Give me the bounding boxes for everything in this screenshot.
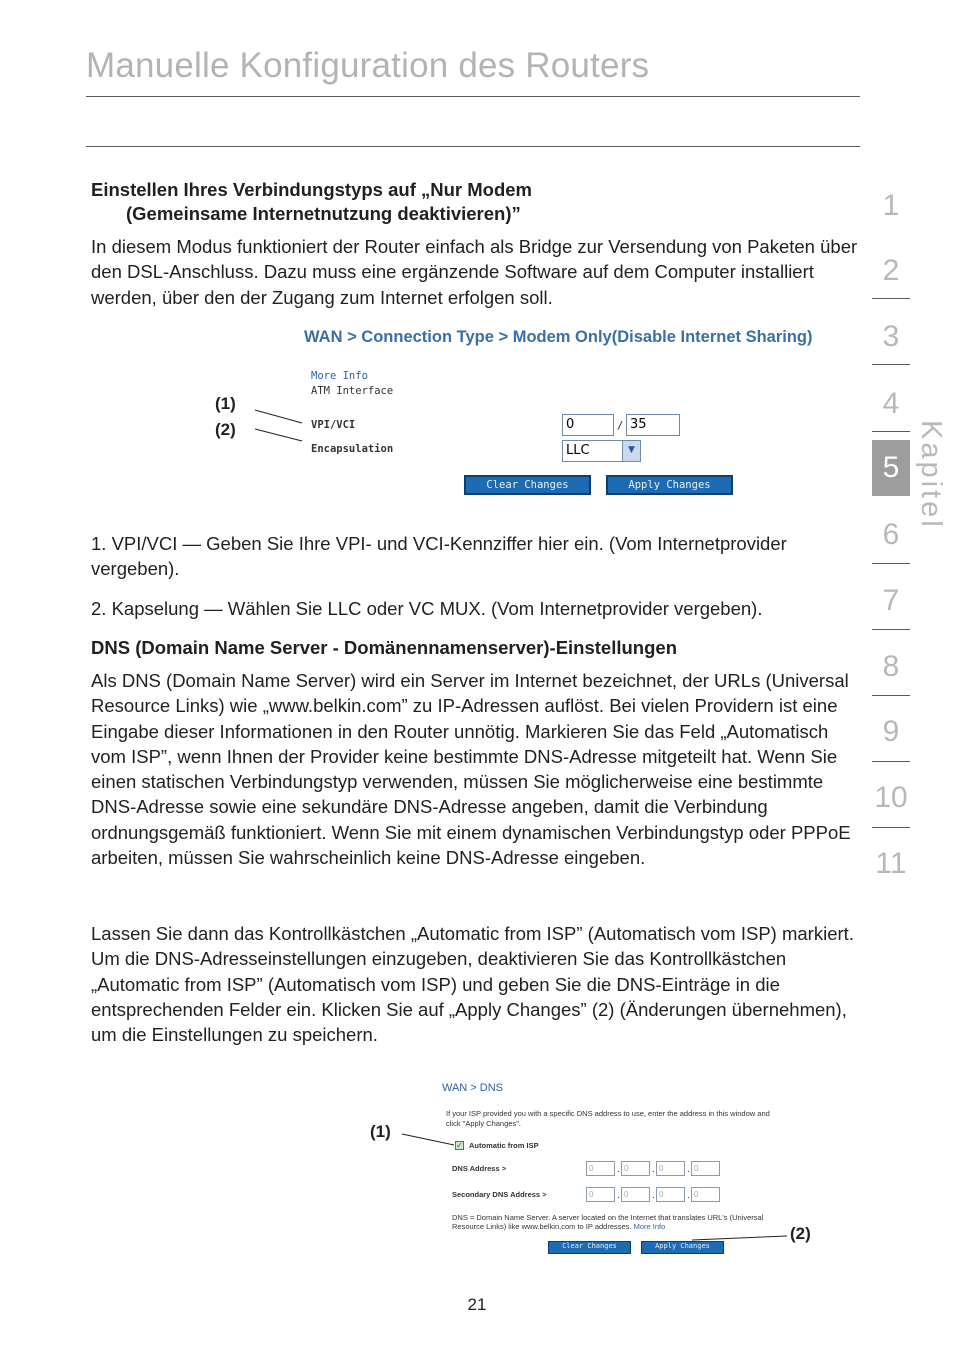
section2-heading: DNS (Domain Name Server - Domänennamenserver)-Einstellungen <box>91 637 677 658</box>
chapter-10[interactable]: 10 <box>874 781 908 814</box>
automatic-from-isp-checkbox[interactable] <box>455 1141 464 1150</box>
section1-heading-line2: (Gemeinsame Internetnutzung deaktivieren)” <box>126 203 521 224</box>
chapter-11[interactable]: 11 <box>875 847 907 880</box>
ip-dot: . <box>652 1190 655 1201</box>
vpi-input[interactable]: 0 <box>562 414 614 436</box>
dns-note-line1: DNS = Domain Name Server. A server located on the Internet that translates URL's (Universal <box>452 1213 764 1222</box>
section2-paragraph1: Als DNS (Domain Name Server) wird ein Server im Internet bezeichnet, der URLs (Universal Resource Links) wie „www.belkin.com” zu IP-Adressen auflöst. Bei vielen Providern ist eine Eingabe dieser Informationen in den Router unnötig. Markieren Sie das Feld „Automatisch vom ISP”, wenn Ihnen der Provider keine bestimmte DNS-Adresse mitgeteilt hat. Wenn Sie einen statischen Verbindungstyp verwenden, müssen Sie möglicherweise eine bestimmte DNS-Adresse sowie eine sekundäre DNS-Adresse angeben, damit die Verbindung ordnungsgemäß funktioniert. Wenn Sie mit einem dynamischen Verbindungstyp oder PPPoE arbeiten, müssen Sie wahrscheinlich keine DNS-Adresse eingeben. <box>91 670 851 869</box>
page-title: Manuelle Konfiguration des Routers <box>86 46 650 85</box>
dns-octet-1[interactable]: 0 <box>586 1161 615 1176</box>
more-info-link[interactable]: More Info <box>311 370 368 382</box>
chapter-7[interactable]: 7 <box>882 584 900 617</box>
encapsulation-value: LLC <box>566 443 590 458</box>
ip-dot: . <box>617 1164 620 1175</box>
dns-note-line2 <box>452 1222 665 1232</box>
encapsulation-label: Encapsulation <box>311 443 394 455</box>
dns-more-info-link[interactable]: More Info <box>633 1222 666 1231</box>
dns-clear-changes-button[interactable]: Clear Changes <box>548 1241 631 1254</box>
section2-paragraph2: Lassen Sie dann das Kontrollkästchen „Automatic from ISP” (Automatisch vom ISP) markiert. Um die DNS-Adresseinstellungen einzugeben, deaktivieren Sie das Kontrollkästchen „Automatic from ISP” (Automatisch vom ISP) und geben Sie die DNS-Einträge in die entsprechenden Felder ein. Klicken Sie auf „Apply Changes” (2) (Änderungen übernehmen), um die Einstellungen zu speichern. <box>91 923 854 1046</box>
dns-intro-line1: If your ISP provided you with a specific DNS address to use, enter the address in this window and <box>446 1109 770 1118</box>
dns-callout-1: (1) <box>370 1122 391 1141</box>
chapter-side-label: Kapitel <box>915 420 947 530</box>
ip-dot: . <box>687 1164 690 1175</box>
checkmark-icon: ✓ <box>456 1141 463 1150</box>
dns-octet-2[interactable]: 0 <box>621 1161 650 1176</box>
dns-address-label: DNS Address > <box>452 1164 507 1173</box>
atm-interface-label: ATM Interface <box>311 385 394 397</box>
chapter-4[interactable]: 4 <box>882 387 900 420</box>
dns-octet-4[interactable]: 0 <box>691 1161 720 1176</box>
automatic-from-isp-label: Automatic from ISP <box>469 1141 539 1150</box>
secondary-dns-octet-3[interactable]: 0 <box>656 1187 685 1202</box>
section1-paragraph: In diesem Modus funktioniert der Router einfach als Bridge zur Versendung von Paketen über den DSL-Anschluss. Dazu muss eine ergänzende Software auf dem Computer installiert werden, über den der Zugang zum Internet erfolgen soll. <box>91 236 858 308</box>
chapter-3[interactable]: 3 <box>882 320 900 353</box>
dns-note-text: Resource Links) like www.belkin.com to IP addresses. <box>452 1222 632 1231</box>
chapter-8[interactable]: 8 <box>882 650 900 683</box>
clear-changes-button[interactable]: Clear Changes <box>464 475 591 495</box>
list-item-vpi-vci: 1. VPI/VCI — Geben Sie Ihre VPI- und VCI-Kennziffer hier ein. (Vom Internetprovider vergeben). <box>91 533 787 580</box>
callout-2: (2) <box>215 420 236 439</box>
wan-modem-breadcrumb: WAN > Connection Type > Modem Only(Disable Internet Sharing) <box>304 328 813 346</box>
dns-apply-changes-button[interactable]: Apply Changes <box>641 1241 724 1254</box>
section1-heading-line1: Einstellen Ihres Verbindungstyps auf „Nur Modem <box>91 179 532 200</box>
chapter-5-active[interactable]: 5 <box>872 440 910 496</box>
page-number: 21 <box>467 1295 487 1314</box>
apply-changes-button[interactable]: Apply Changes <box>606 475 733 495</box>
secondary-dns-label: Secondary DNS Address > <box>452 1190 547 1199</box>
chapter-9[interactable]: 9 <box>882 715 900 748</box>
chevron-down-icon: ▼ <box>622 441 640 461</box>
ip-dot: . <box>652 1164 655 1175</box>
vpi-vci-label: VPI/VCI <box>311 419 356 431</box>
chapter-2[interactable]: 2 <box>882 254 900 287</box>
vpi-vci-separator: / <box>617 420 624 432</box>
vci-input[interactable]: 35 <box>626 414 680 436</box>
chapter-6[interactable]: 6 <box>882 518 900 551</box>
callout-1: (1) <box>215 394 236 413</box>
secondary-dns-octet-4[interactable]: 0 <box>691 1187 720 1202</box>
wan-dns-breadcrumb: WAN > DNS <box>442 1082 504 1094</box>
secondary-dns-octet-2[interactable]: 0 <box>621 1187 650 1202</box>
dns-callout-2: (2) <box>790 1224 811 1243</box>
list-item-encapsulation: 2. Kapselung — Wählen Sie LLC oder VC MUX. (Vom Internetprovider vergeben). <box>91 598 763 619</box>
dns-octet-3[interactable]: 0 <box>656 1161 685 1176</box>
ip-dot: . <box>687 1190 690 1201</box>
ip-dot: . <box>617 1190 620 1201</box>
dns-intro-line2: click "Apply Changes". <box>446 1119 521 1128</box>
secondary-dns-octet-1[interactable]: 0 <box>586 1187 615 1202</box>
chapter-1[interactable]: 1 <box>882 189 900 222</box>
